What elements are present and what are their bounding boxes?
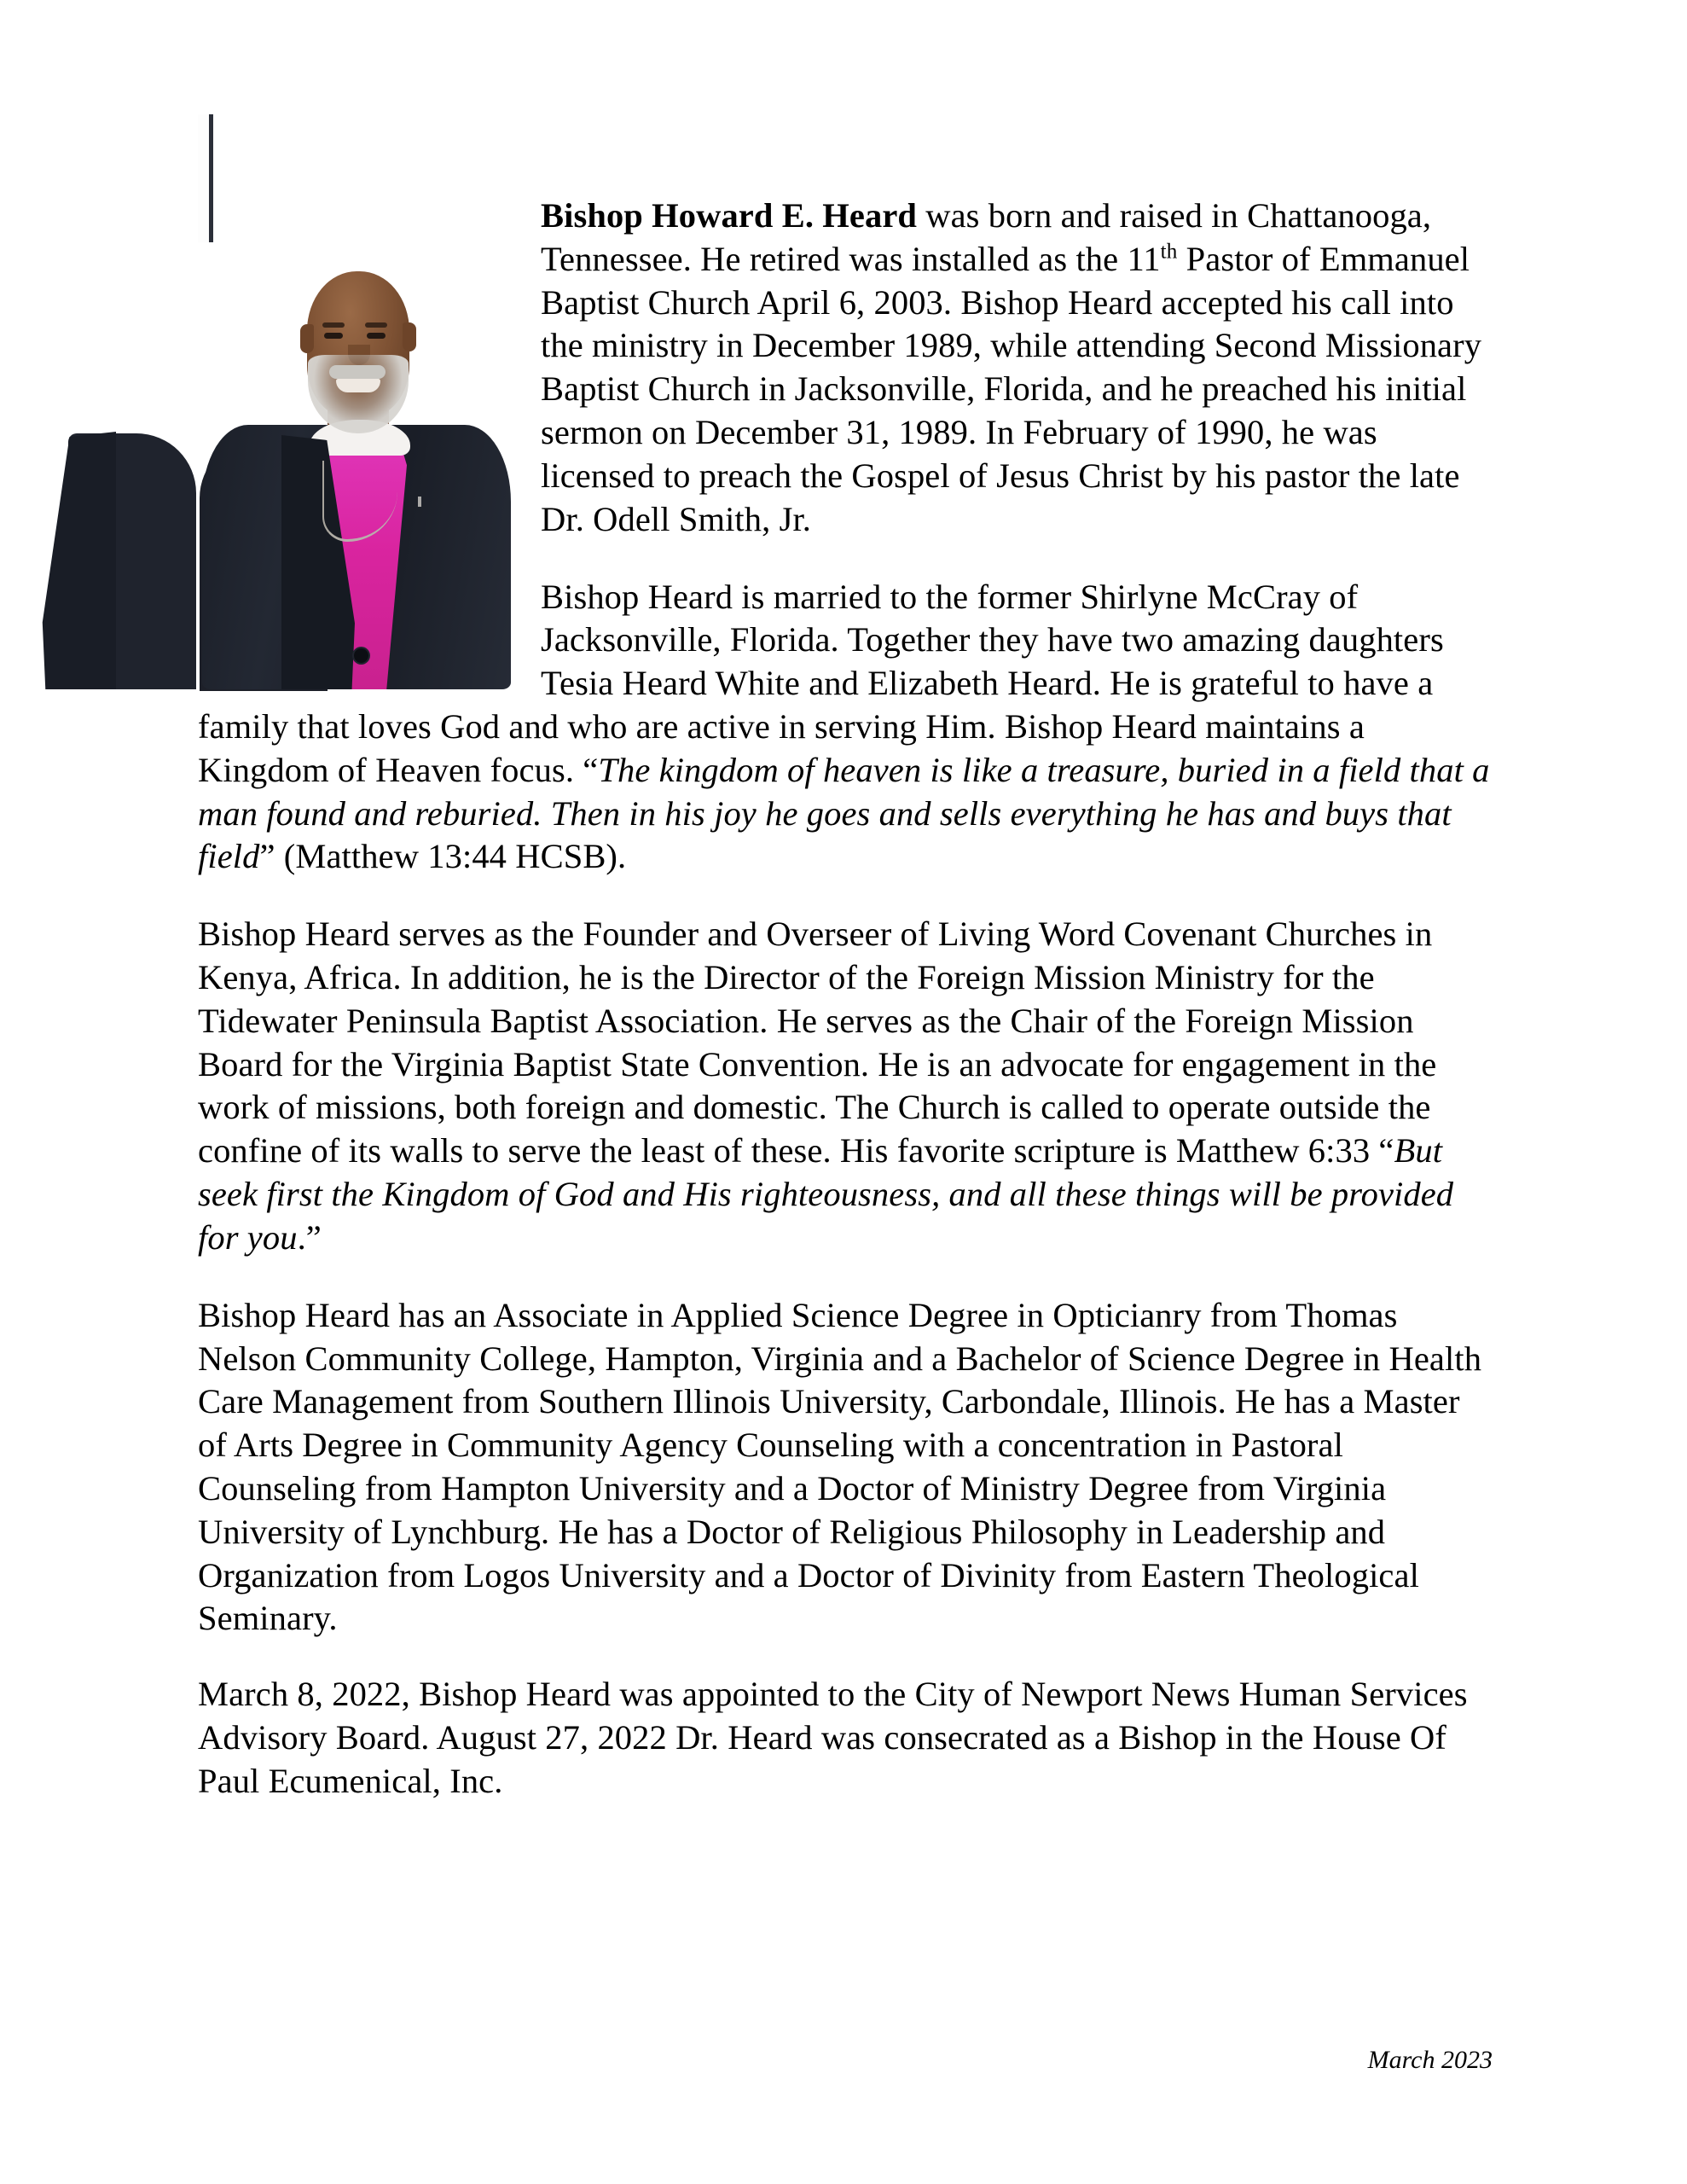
ministry-text-after-quote: .”	[297, 1217, 322, 1257]
paragraph-appointments: March 8, 2022, Bishop Heard was appointed to the City of Newport News Human Services Advisory Board. August 27, 2022 Dr. Heard was consecrated as a Bishop in the House Of Paul Ecumenical, Inc.	[198, 1675, 1468, 1800]
document-body	[198, 195, 1494, 1804]
paragraph-education: Bishop Heard has an Associate in Applied Science Degree in Opticianry from Thomas Nelson Community College, Hampton, Virginia and a Bachelor of Science Degree in Health Care Management from Southern Illinois University, Carbondale, Illinois. He has a Master of Arts Degree in Community Agency Counseling with a concentration in Pastoral Counseling from Hampton University and a Doctor of Ministry Degree from Virginia University of Lynchburg. He has a Doctor of Religious Philosophy in Leadership and Organization from Logos University and a Doctor of Divinity from Eastern Theological Seminary.	[198, 1295, 1482, 1638]
paragraph-spacer-3	[198, 1260, 1494, 1294]
paragraph-spacer-4	[198, 1641, 1494, 1673]
scripture-quote-matthew-6-33: But seek first the Kingdom of God and His righteousness, and all these things will be provided for you	[198, 1131, 1454, 1257]
family-text-before-quote: Bishop Heard is married to the former Shirlyne McCray of Jacksonville, Florida. Together they have two amazing daughters Tesia Heard White and Elizabeth Heard. He is grateful to have a family that loves God and who are active in serving Him. Bishop Heard maintains a Kingdom of Heaven focus. “	[198, 577, 1444, 789]
family-text-after-quote: ” (Matthew 13:44 HCSB).	[259, 837, 627, 876]
scripture-quote-matthew-13-44: The kingdom of heaven is like a treasure, buried in a field that a man found and reburied. Then in his joy he goes and sells everything he has and buys that field	[198, 750, 1490, 876]
intro-text-part-1: was born and raised in Chattanooga, Tennessee. He retired was installed as the 11	[541, 196, 1432, 278]
paragraph-spacer-2	[198, 879, 1494, 913]
subject-name-bold: Bishop Howard E. Heard	[541, 196, 918, 235]
ministry-text-before-quote: Bishop Heard serves as the Founder and Overseer of Living Word Covenant Churches in Kenya, Africa. In addition, he is the Director of the Foreign Mission Ministry for the Tidewater Peninsula Baptist Association. He serves as the Chair of the Foreign Mission Board for the Virginia Baptist State Convention. He is an advocate for engagement in the work of missions, both foreign and domestic. The Church is called to operate outside the confine of its walls to serve the least of these. His favorite scripture is Matthew 6:33 “	[198, 915, 1437, 1170]
ordinal-superscript: th	[1160, 240, 1178, 264]
portrait-photo-wrapper	[198, 242, 515, 689]
footer-date: March 2023	[1367, 2046, 1493, 2074]
paragraph-ministry	[198, 913, 1494, 1260]
intro-text-part-2: Pastor of Emmanuel Baptist Church April 6, 2003. Bishop Heard accepted his call into the ministry in December 1989, while attending Second Missionary Baptist Church in Jacksonville, Florida, and he preached his initial sermon on December 31, 1989. In February of 1990, he was licensed to preach the Gospel of Jesus Christ by his pastor the late Dr. Odell Smith, Jr.	[541, 239, 1482, 538]
paragraph-intro	[198, 195, 1494, 542]
